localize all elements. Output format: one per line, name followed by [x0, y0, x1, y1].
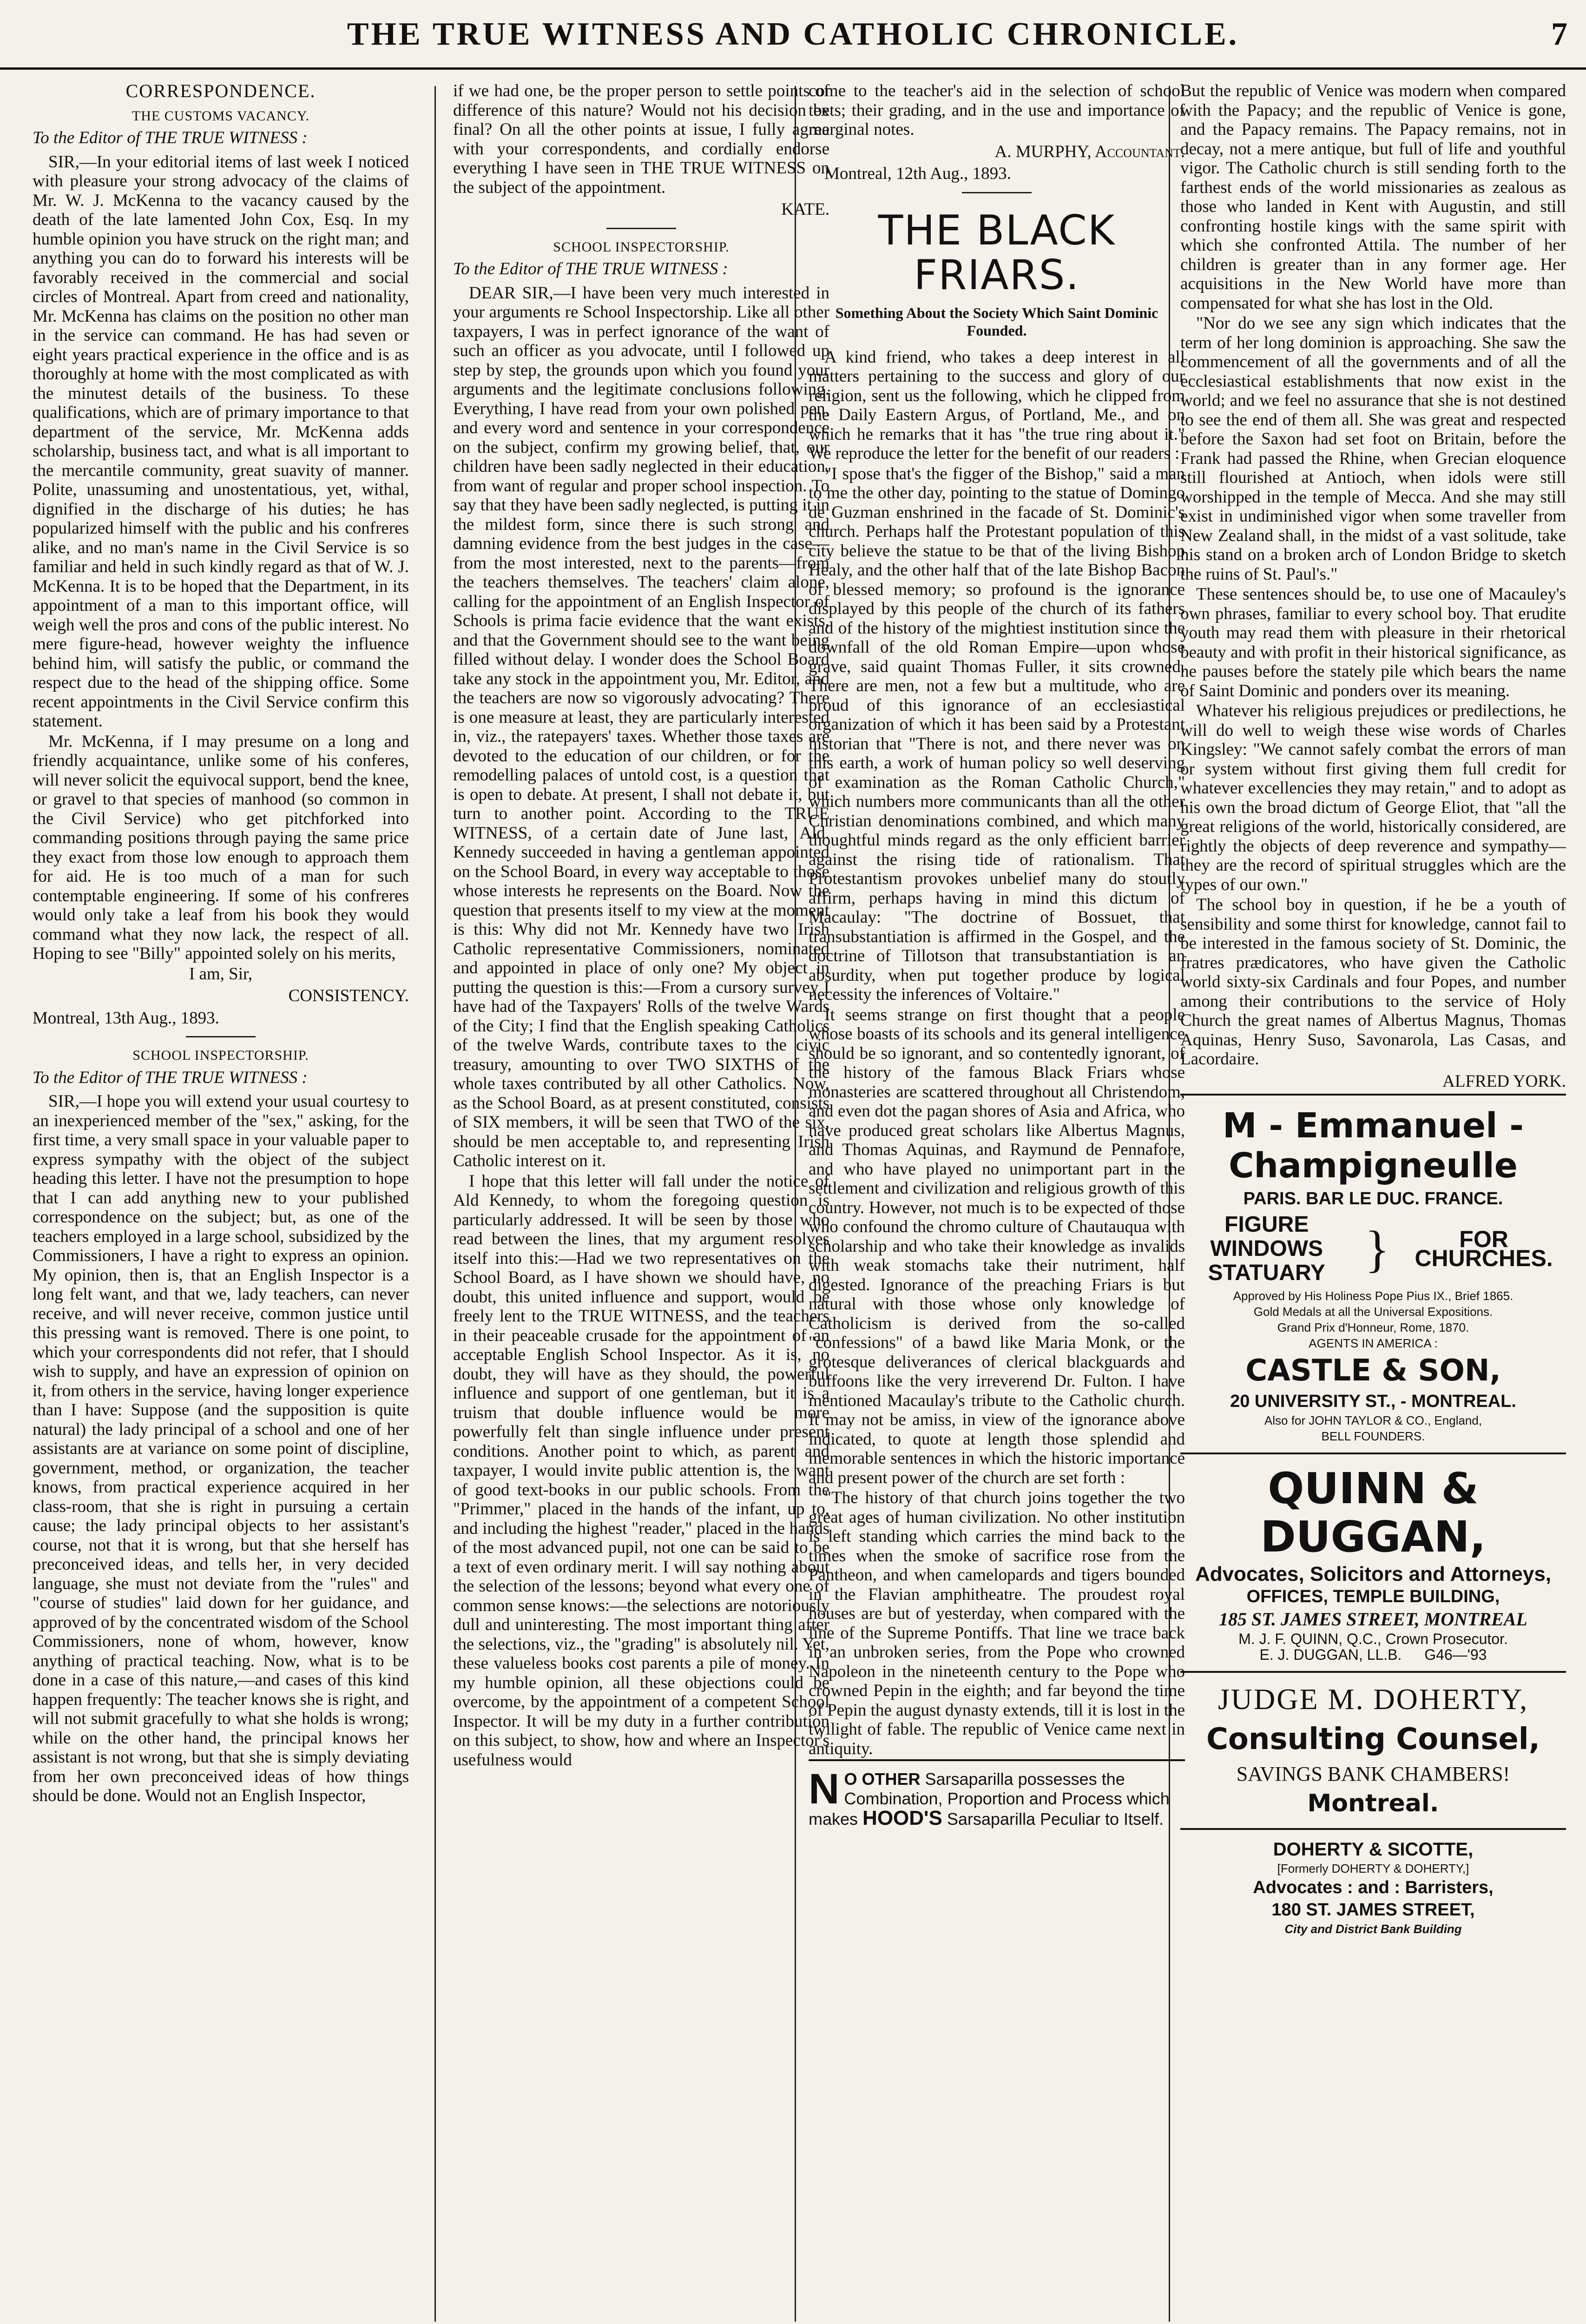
paragraph: "Nor do we see any sign which indicates that the term of her long dominion is approaching. She saw the commencement of all the governments and of all the ecclesiastical establishments that now exist in the world; and we feel no assurance that she is not destined to see the end of them all. She was great and respected before the Saxon had set foot on Britain, before the Frank had passed the Rhine, when Grecian eloquence still flourished at Antioch, when idols were still worshipped in the temple of Mecca. And she may still exist in undiminished vigor when some traveller from New Zealand shall, in the midst of a vast solitude, take his stand on a broken arch of London Bridge to sketch the ruins of St. Paul's." [1180, 314, 1566, 584]
paragraph: A kind friend, who takes a deep interest in all matters pertaining to the success and glory of our religion, sent us the following, which he clipped from the Daily Eastern Argus, of Portland, Me., and on which he remarks that it has "the true ring about it." We reproduce the letter for the benefit of our readers : [809, 347, 1185, 463]
ad-partner-name: E. J. DUGGAN, LL.B. [1259, 1646, 1402, 1663]
letter-closing: I am, Sir, [189, 964, 253, 984]
paragraph: I hope that this letter will fall under the notice of Ald Kennedy, to whom the foregoing question is particularly addressed. It will be seen by those who read between the lines, that my argument resolves itself into this:—Had we two representatives on the School Board, as I have shown we should have, no doubt, this united influence and support, would be freely lent to the TRUE WITNESS, and the teachers in their peaceable crusade for the appointment of an acceptable English School Inspector. As it is, no doubt, they will have as they should, the powerful influence and support of one gentleman, but it is a truism that double influence would be more powerfully felt than single influence under present conditions. Another point to which, as parent and taxpayer, I would invite public attention is, the want of good text-books in our public schools. From the "Primmer," placed in the hands of the infant, up to, and including the highest "reader," placed in the hands of the most advanced pupil, not one can be said to be a text of even ordinary merit. I will say nothing about the selection of the lessons; beyond what every one of common sense knows:—the selections are notoriously dull and uninteresting. The most important thing after the selections, viz., the "grading" is absolutely nil. Yet, these valueless books cost parents a pile of money. In my humble opinion, all these objections could be overcome, by the appointment of a competent School Inspector. It will be my duty in a further contribution on this subject, to show, how and where an Inspector's usefulness would [453, 1171, 829, 1769]
ad-formerly: [Formerly DOHERTY & DOHERTY,] [1277, 1862, 1469, 1875]
column-1 [33, 81, 409, 2324]
column-4 [1180, 81, 1566, 2324]
paragraph: come to the teacher's aid in the selection of school texts; their grading, and in the use and importance of marginal notes. [809, 81, 1185, 139]
paragraph: The school boy in question, if he be a youth of sensibility and some thirst for knowledge, cannot fail to be interested in the famous society of St. Dominic, the fratres prædicatores, who have given the Catholic world sixty-six Cardinals and four Popes, and number among their contributions to the service of Holy Church the great names of Albertus Magnus, Thomas Aquinas, Henry Suso, Savonarola, Las Casas, and Lacordaire. [1180, 895, 1566, 1069]
brace-glyph: } [1365, 1221, 1390, 1277]
letter-signature: A. MURPHY, Accountant. [994, 142, 1185, 161]
ad-tail: Sarsaparilla Peculiar to Itself. [947, 1809, 1164, 1829]
dateline: Montreal, 13th Aug., 1893. [33, 1008, 219, 1028]
column-rule [434, 86, 436, 2322]
masthead [0, 0, 1586, 70]
ad-name: M - Emmanuel - Champigneulle [1223, 1106, 1524, 1186]
paragraph: "I spose that's the figger of the Bishop," said a man to me the other day, pointing to the statue of Domingo de Guzman enshrined in the facade of St. Dominic's church. Perhaps half the Protestant population of this city believe the statue to be that of the living Bishop Healy, and the other half that of the late Bishop Bacon of blessed memory; so profound is the ignorance displayed by this people of the church of its fathers and of the history of the mightiest institution since the downfall of the old Roman Empire—upon whose grave, said quaint Thomas Fuller, it sits crowned. There are men, not a few but a multitude, who are proud of this ignorance of an ecclesiastical organization of which it has been said by a Protestant historian that "There is not, and there never was on this earth, a work of human policy so well deserving of examination as the Roman Catholic Church," which numbers more communicants than all the other Christian denominations combined, and which many thoughtful minds regard as the only efficient barrier against the rising tide of rationalism. That Protestantism provokes unbelief many do stoutly affirm, perhaps having in mind this dictum of Macaulay: "The doctrine of Bossuet, that transubstantiation is affirmed in the Gospel, and the doctrine of Tillotson that transubstantiation is an absurdity, when put together produce by logical necessity the inferences of Voltaire." [809, 464, 1185, 1004]
ad-agents: AGENTS IN AMERICA : [1309, 1336, 1438, 1350]
ad-building: City and District Bank Building [1284, 1922, 1462, 1936]
ad-bell-founders: BELL FOUNDERS. [1321, 1429, 1425, 1443]
column-2 [453, 81, 829, 2324]
letter-signature: KATE. [781, 200, 829, 219]
ad-lead: O OTHER [844, 1769, 921, 1789]
article-signature: ALFRED YORK. [1442, 1071, 1566, 1091]
letter-address: To the Editor of THE TRUE WITNESS : [33, 1068, 308, 1087]
ad-partner: M. J. F. QUINN, Q.C., Crown Prosecutor. [1238, 1631, 1508, 1647]
letter-heading: THE CUSTOMS VACANCY. [132, 108, 310, 124]
ad-statuary: STATUARY [1208, 1261, 1325, 1285]
ad-figure-left [1180, 1213, 1353, 1285]
ad-figure-windows: FIGURE WINDOWS [1210, 1212, 1323, 1261]
ad-approved: Approved by His Holiness Pope Pius IX., Brief 1865. [1233, 1289, 1514, 1303]
newspaper-title: THE TRUE WITNESS AND CATHOLIC CHRONICLE. [347, 16, 1239, 52]
ad-agent-address: 20 UNIVERSITY ST., - MONTREAL. [1230, 1392, 1516, 1411]
paragraph: These sentences should be, to use one of Macauley's own phrases, familiar to every school boy. That erudite youth may read them with pleasure in their rhetorical beauty and with profit in their historical significance, as he pauses before the stately pile which bears the name of Saint Dominic and ponders over its meaning. [1180, 585, 1566, 700]
ad-street: 185 ST. JAMES STREET, MONTREAL [1219, 1609, 1527, 1630]
letter-signature: CONSISTENCY. [288, 986, 409, 1005]
paragraph: But the republic of Venice was modern when compared with the Papacy; and the republic of Venice is gone, and the Papacy remains. The Papacy remains, not in decay, not a mere antique, but full of life and youthful vigor. The Catholic church is still sending forth to the farthest ends of the world missionaries as zealous as those who landed in Kent with Augustin, and still confronting hostile kings with the same spirit with which she confronted Attila. The number of her children is greater than in any former age. Her acquisitions in the New World have more than compensated for what she has lost in the Old. [1180, 81, 1566, 313]
letter-address: To the Editor of THE TRUE WITNESS : [33, 128, 308, 147]
column-3 [809, 81, 1185, 2324]
hoods-advertisement [809, 1759, 1185, 1837]
doherty-advertisement [1180, 1671, 1566, 1828]
ad-partner [1180, 1647, 1566, 1663]
page-number: 7 [1551, 16, 1567, 52]
ad-name: JUDGE M. DOHERTY, [1217, 1683, 1529, 1716]
letter-address: To the Editor of THE TRUE WITNESS : [453, 259, 728, 278]
letter-heading: SCHOOL INSPECTORSHIP. [553, 239, 730, 255]
ad-grand-prix: Grand Prix d'Honneur, Rome, 1870. [1277, 1320, 1469, 1334]
ad-street: 180 ST. JAMES STREET, [1271, 1900, 1475, 1920]
ad-code: G46—'93 [1424, 1646, 1487, 1663]
divider [606, 228, 676, 229]
ad-name: DOHERTY & SICOTTE, [1273, 1839, 1474, 1860]
ad-role: Advocates, Solicitors and Attorneys, [1195, 1563, 1552, 1585]
ad-role: Advocates : and : Barristers, [1253, 1878, 1494, 1897]
ad-place: PARIS. BAR LE DUC. FRANCE. [1243, 1189, 1503, 1208]
paragraph: "The history of that church joins together the two great ages of human civilization. No other institution is left standing which carries the mind back to the times when the smoke of sacrifice rose from the Pantheon, and when camelopards and tigers bounded in the Flavian amphitheatre. The proudest royal houses are but of yesterday, when compared with the line of the Supreme Pontiffs. That line we trace back in an unbroken series, from the Pope who crowned Napoleon in the nineteenth century to the Pope who crowned Pepin in the eighth; and far beyond the time of Pepin the august dynasty extends, till it is lost in the twilight of fable. The republic of Venice came next in antiquity. [809, 1488, 1185, 1758]
ad-city: Montreal. [1307, 1789, 1439, 1817]
ad-text: Sarsaparilla possesses the Combination, Proportion and Process which makes [809, 1769, 1170, 1829]
quinn-duggan-advertisement [1180, 1452, 1566, 1671]
section-heading: CORRESPONDENCE. [125, 81, 316, 101]
champigneulle-advertisement [1180, 1094, 1566, 1452]
paragraph: DEAR SIR,—I have been very much interested in your arguments re School Inspectorship. Like all other taxpayers, I was in perfect ignorance of the want of such an officer as you advocate, until I followed up step by step, the grounds upon which you found your arguments and the legitimate conclusions following. Everything, I have read from your own polished pen, and every word and sentence in your correspondence on the subject, confirm my growing belief, that, our children have been sadly neglected in their education, from want of regular and proper school inspection. To say that they have been sadly neglected, is putting it in the mildest form, since there is such strong and damning evidence from the best judges in the case—from the most interested, next to the parents—from the teachers themselves. The teachers' claim alone, calling for the appointment of an English Inspector of Schools is prima facie evidence that the want exists, and that the Government should see to the want being filled without delay. I wonder does the School Board take any stock in the appointment you, Mr. Editor, and the teachers are now so vigorously advocating? There is one measure at least, they are particularly interested in, viz., the ratepayers' taxes. Whether those taxes are devoted to the education of our children, or for the remodelling palaces of untold cost, is a question that is open to debate. At present, I shall not debate it, but turn to another point. According to the TRUE WITNESS, of a certain date of June last, Ald. Kennedy succeeded in having a gentleman appointed on the School Board, in every way acceptable to those whose interests he represents on the Board. Now the question that presents itself to my view at the moment is this: Why did not Mr. Kennedy have two Irish Catholic representative Commissioners, nominated and appointed in place of only one? My object in putting the question is this:—From a cursory survey I have had of the Taxpayers' Rolls of the twelve Wards of the City; I find that the English speaking Catholics of the twelve Wards, contribute taxes to the civic treasury, amounting to over TWO SIXTHS of the whole taxes contributed by all other Catholics. Now, as the School Board, as at present constituted, consists of SIX members, it will be seen that TWO of the six, should be men acceptable to, and representing Irish Catholic interest on it. [453, 283, 829, 1170]
ad-brand: HOOD'S [862, 1807, 942, 1829]
article-subheading: Something About the Society Which Saint Dominic Founded. [835, 304, 1158, 339]
paragraph: SIR,—I hope you will extend your usual courtesy to an inexperienced member of the "sex," asking, for the first time, a very small space in your valuable paper to express sympathy with the object of the subject heading this letter. I have not the presumption to hope that I can add anything new to your published correspondence on the subject; but, as one of the teachers employed in a large school, subsidized by the Commissioners, I have a right to express an opinion. My opinion, then is, that an English Inspector is a long felt want, and that we, lady teachers, can never receive, and will never receive, common justice until this pressing want is removed. There is one point, to which your correspondents did not refer, that I should wish to supply, and have an expression of opinion on it, from others in the service, having longer experience than I have: Suppose (and the supposition is quite natural) the lady principal of a school and one of her assistants are at variance on some point of discipline, government, method, or organization, the teacher knows, from practical experience acquired in her class-room, that she is right in pursuing a certain cause; the lady principal objects to her assistant's course, not that it is wrong, but that she herself has preconceived ideas, and tells her, in very decided language, she must not deviate from the "rules" and "course of studies" laid down for her guidance, and approved of by the concentrated wisdom of the School Commissioners, none of whom, however, know anything of practical teaching. Now, what is to be done in a case of this nature,—and cases of this kind happen frequently: The teacher knows she is right, and will not submit gracefully to what she holds is wrong; while on the other hand, the principal knows her assistant is not wrong, but that she is simply deviating from her own preconceived ideas of how things should be done. Would not an English Inspector, [33, 1092, 409, 1805]
ad-title: Consulting Counsel, [1206, 1722, 1540, 1756]
letter-heading: SCHOOL INSPECTORSHIP. [132, 1048, 309, 1063]
doherty-sicotte-advertisement [1180, 1828, 1566, 1945]
paragraph: if we had one, be the proper person to settle points of difference of this nature? Would not his decision be final? On all the other points at issue, I fully agree with your correspondents, and cordially endorse everything I have seen in THE TRUE WITNESS on the subject of the appointment. [453, 81, 829, 197]
ad-medals: Gold Medals at all the Universal Expositions. [1253, 1305, 1493, 1319]
paragraph: It seems strange on first thought that a people whose boasts of its schools and its general intelligence should be so ignorant, and so contentedly ignorant, of the history of the famous Black Friars whose monasteries are scattered throughout all Christendom, and even dot the pagan shores of Asia and Africa, who have produced great scholars like Albertus Magnus, and Thomas Aquinas, and Raymund de Pennafore, and who have played no unimportant part in the settlement and civilization and religious growth of this country. However, not much is to be expected of those who confound the chromo culture of Chautauqua with scholarship and who take their knowledge as invalids with weak stomachs take their nutriment, half digested. Ignorance of the preaching Friars is but natural with those whose only knowledge of Catholicism is derived from the so-called "confessions" of a bawd like Maria Monk, or the grotesque deliverances of clerical blackguards and buffoons like the very irreverend Dr. Fulton. I have mentioned Macaulay's tribute to the Catholic church. It may not be amiss, in view of the ignorance above indicated, to quote at length those splendid and memorable sentences in which the historic importance and present power of the church are set forth : [809, 1005, 1185, 1487]
drop-cap: N [809, 1765, 840, 1813]
divider [962, 192, 1032, 193]
ad-offices: OFFICES, TEMPLE BUILDING, [1246, 1587, 1500, 1606]
ad-chambers: SAVINGS BANK CHAMBERS! [1236, 1763, 1510, 1785]
paragraph: SIR,—In your editorial items of last week I noticed with pleasure your strong advocacy of the claims of Mr. W. J. McKenna to the vacancy caused by the death of the late lamented John Cox, Esq. In my humble opinion you have struck on the right man; and anything you can do to forward his interests will be favorably received in the commercial and social circles of Montreal. Apart from creed and nationality, Mr. McKenna has claims on the position no other man in the service can command. He has had seven or eight years practical experience in the office and is as thoroughly at home with the most complicated as with the minutest details of the business. To these qualifications, which are of primary importance to that department of the service, Mr. McKenna adds scholarship, business tact, and what is all important to the mercantile community, great suavity of manner. Polite, unassuming and unostentatious, yet, withal, dignified in the discharge of his duties; he has popularized himself with the public and his confreres alike, and no man's name in the Civil Service is so familiar and held in such kindly regard as that of W. J. McKenna. It is to be hoped that the Department, in its appointment of a man to this important office, will weigh well the pros and cons of the public interest. No mere figure-head, however weighty the influence behind him, will satisfy the public, or command the respect due to the head of the shipping office. Some recent appointments in the Civil Service confirm this statement. [33, 152, 409, 731]
ad-also: Also for JOHN TAYLOR & CO., England, [1264, 1413, 1482, 1427]
ad-for-churches: FOR CHURCHES. [1415, 1226, 1553, 1271]
paragraph: Whatever his religious prejudices or predilections, he will do well to weigh these wise words of Charles Kingsley: "We cannot safely combat the errors of man or system without first giving them full credit for whatever excellencies they may retain," and to adopt as his own the broad dictum of George Eliot, that "all the great religions of the world, historically considered, are rightly the objects of deep reverence and sympathy—they are the record of spiritual struggles which are the types of our own." [1180, 701, 1566, 894]
article-headline: THE BLACK FRIARS. [878, 206, 1116, 299]
divider [186, 1036, 256, 1037]
ad-agent-name: CASTLE & SON, [1245, 1353, 1501, 1388]
dateline: Montreal, 12th Aug., 1893. [824, 164, 1011, 183]
ad-figure-row [1180, 1213, 1566, 1285]
paragraph: Mr. McKenna, if I may presume on a long and friendly acquaintance, unlike some of his conferes, will never solicit the equivocal support, bend the knee, or gravel to that species of manhood (so common in the Civil Service) who get pitchforked into commanding positions through paying the same price they exact from those low enough to approach them for aid. He is too much of a man for such contemptable engineering. If some of his confreres would only take a leaf from his book they would command what they now lack, the respect of all. Hoping to see "Billy" appointed solely on his merits, [33, 732, 409, 963]
ad-name: QUINN & DUGGAN, [1260, 1464, 1486, 1562]
